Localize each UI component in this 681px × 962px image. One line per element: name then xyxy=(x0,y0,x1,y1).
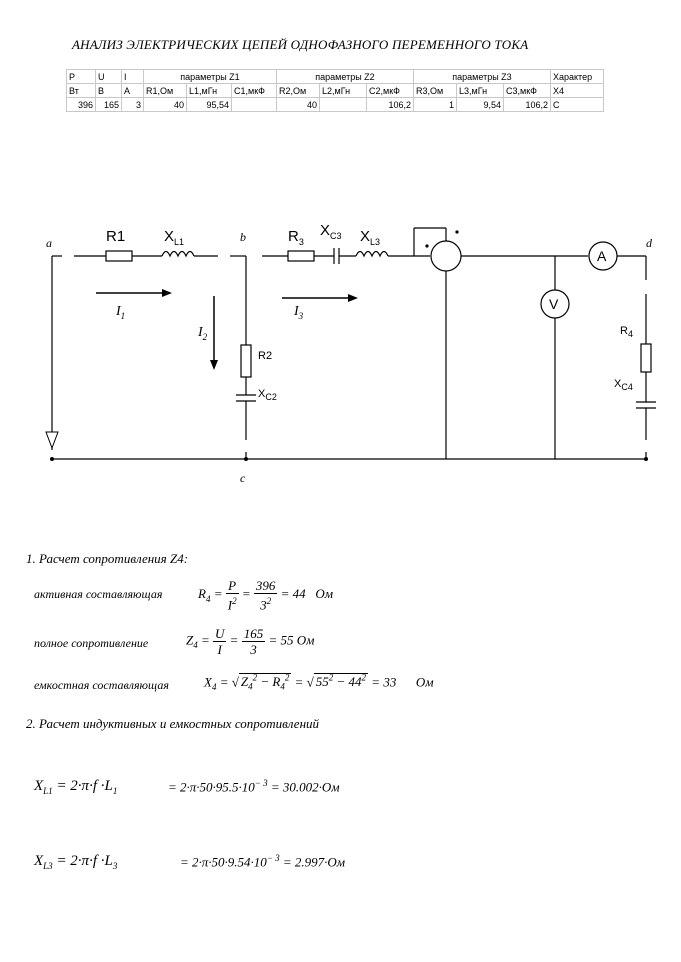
inductor-l3 xyxy=(356,252,388,257)
xl3-formula: $X_{L3} = 2\cdot\pi\cdot f \cdot L_3$ xyxy=(34,853,118,871)
table-header-cell: I xyxy=(122,70,144,84)
table-cell: 3 xyxy=(122,98,144,112)
table-cell: L2,мГн xyxy=(320,84,367,98)
node-c-label: c xyxy=(240,471,246,485)
node-dot xyxy=(50,457,54,461)
table-cell: 9,54 xyxy=(457,98,504,112)
xl1-formula: $X_{L1} = 2\cdot\pi\cdot f \cdot L_1$ xyxy=(34,778,118,796)
ammeter-label: A xyxy=(597,248,607,264)
page-title: АНАЛИЗ ЭЛЕКТРИЧЕСКИХ ЦЕПЕЙ ОДНОФАЗНОГО ПЕРЕМЕННОГО ТОКА xyxy=(72,37,529,52)
table-cell: R3,Ом xyxy=(414,84,457,98)
table-header-cell: параметры Z2 xyxy=(277,70,414,84)
table-cell: 396 xyxy=(67,98,96,112)
table-cell xyxy=(232,98,277,112)
wattmeter-dot xyxy=(425,244,428,247)
resistor-r3 xyxy=(288,251,314,261)
resistor-r2 xyxy=(241,345,251,377)
parameters-table xyxy=(66,69,604,112)
resistor-r4 xyxy=(641,344,651,372)
table-cell: L3,мГн xyxy=(457,84,504,98)
inductor-l1 xyxy=(162,252,194,257)
wattmeter-dot xyxy=(455,230,458,233)
xl1-label: $X_{L1}$ xyxy=(164,228,185,247)
table-cell: 106,2 xyxy=(367,98,414,112)
table-cell: 106,2 xyxy=(504,98,551,112)
table-cell: R1,Ом xyxy=(144,84,187,98)
table-header-cell: U xyxy=(96,70,122,84)
xl1-calc: = $2\cdot\pi\cdot 50\cdot 95.5\cdot 10^{- 3} = 30.002\cdot Ом$ xyxy=(168,778,340,795)
resistor-r1 xyxy=(106,251,132,261)
cap-label: емкостная составляющая xyxy=(34,678,169,692)
section2-heading: 2. Расчет индуктивных и емкостных сопротивлений xyxy=(26,716,320,731)
xl3-calc: = $2\cdot\pi\cdot 50\cdot 9.54\cdot 10^{- 3} = 2.997\cdot Ом$ xyxy=(180,853,346,870)
full-formula: $Z_4$ = $\frac{U}{I}$ = $\frac{165}{3}$ = 55 Ом xyxy=(186,626,315,657)
r3-label: $R_3$ xyxy=(288,228,304,247)
table-cell: В xyxy=(96,84,122,98)
table-cell: А xyxy=(122,84,144,98)
table-cell: C1,мкФ xyxy=(232,84,277,98)
table-cell: C xyxy=(551,98,604,112)
table-header-cell: параметры Z3 xyxy=(414,70,551,84)
table-cell: 40 xyxy=(277,98,320,112)
table-cell: 95,54 xyxy=(187,98,232,112)
table-cell: Вт xyxy=(67,84,96,98)
wattmeter-icon xyxy=(431,241,461,271)
table-values-row xyxy=(67,98,604,112)
active-formula: $R_4$ = $\frac{P}{I^2}$ = $\frac{396}{3^2}$ = 44 Ом xyxy=(198,578,334,613)
full-label: полное сопротивление xyxy=(34,636,149,650)
table-cell: L1,мГн xyxy=(187,84,232,98)
table-header-cell: параметры Z1 xyxy=(144,70,277,84)
table-units-row xyxy=(67,84,604,98)
table-cell: R2,Ом xyxy=(277,84,320,98)
table-header-row xyxy=(67,70,604,84)
current-i3-label: $I_3$ xyxy=(294,304,304,321)
r4-label: $R_4$ xyxy=(620,325,633,340)
r2-label: R2 xyxy=(258,350,273,362)
current-i1-label: $I_1$ xyxy=(116,304,126,321)
xc2-label: $X_{C2}$ xyxy=(258,388,277,403)
table-cell: 165 xyxy=(96,98,122,112)
node-dot xyxy=(244,457,248,461)
r1-label: R1 xyxy=(106,228,126,245)
voltmeter-label: V xyxy=(549,296,559,312)
section1-heading: 1. Расчет сопротивления Z4: xyxy=(26,551,189,566)
xc4-label: $X_{C4}$ xyxy=(614,378,633,393)
xl3-label: $X_{L3}$ xyxy=(360,228,381,247)
table-cell: C2,мкФ xyxy=(367,84,414,98)
voltage-arrow-head xyxy=(46,432,58,448)
node-b-label: b xyxy=(240,230,246,244)
xc3-label: $X_{C3}$ xyxy=(320,222,342,241)
node-d-label: d xyxy=(646,236,652,250)
table-header-cell: P xyxy=(67,70,96,84)
arrow-head xyxy=(348,294,358,302)
table-cell: 1 xyxy=(414,98,457,112)
active-label: активная составляющая xyxy=(34,587,163,601)
arrow-head xyxy=(162,289,172,297)
table-header-cell: Характер xyxy=(551,70,604,84)
arrow-head xyxy=(210,360,218,370)
table-cell: C3,мкФ xyxy=(504,84,551,98)
table-cell: X4 xyxy=(551,84,604,98)
table-cell: 40 xyxy=(144,98,187,112)
cap-formula: $X_4$ = √ $Z_4^2 - R_4^2$ = √ $55^2 - 44^2 = 33$ Ом xyxy=(204,673,434,692)
current-i2-label: $I_2$ xyxy=(198,325,208,342)
node-dot xyxy=(644,457,648,461)
table-cell xyxy=(320,98,367,112)
node-a-label: a xyxy=(46,236,52,250)
